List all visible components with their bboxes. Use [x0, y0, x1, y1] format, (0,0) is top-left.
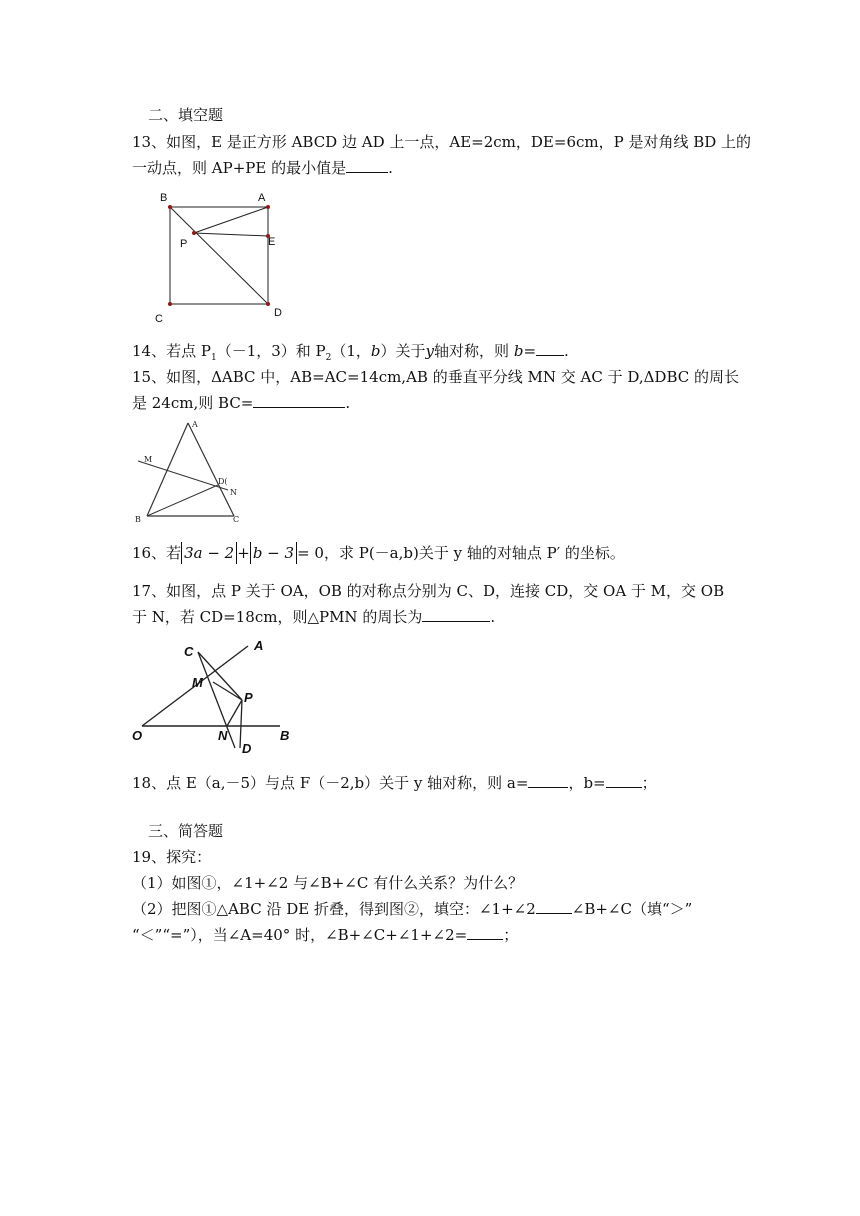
- q15-figure-triangle: [130, 418, 250, 528]
- q13-point-a: [266, 205, 270, 209]
- q13-label-p: P: [180, 238, 188, 250]
- q19-part3a: “＜”“=”），当∠A=40° 时，∠B+∠C+∠1+∠2=: [132, 926, 468, 944]
- q17-text-line2: [132, 606, 495, 628]
- section-heading-short-answer: 三、简答题: [148, 822, 224, 840]
- q15-period: .: [345, 394, 351, 412]
- q15-label-n: N: [230, 488, 237, 497]
- q13-period: .: [388, 159, 393, 177]
- q19-part2: [132, 898, 692, 920]
- q14-end: .: [564, 342, 569, 360]
- q19-title: 19、探究：: [132, 848, 212, 866]
- q16-suffix: ，求 P(－a,b)关于 y 轴的对轴点 P′ 的坐标。: [323, 544, 625, 562]
- q19-part3b: ；: [503, 926, 519, 944]
- q15-text-line2: [132, 392, 350, 414]
- q14-mid2: （1，: [331, 342, 371, 360]
- q17-label-a: A: [254, 638, 264, 653]
- section-heading-fill-in: 二、填空题: [148, 106, 224, 124]
- q19-part2a: （2）把图①△ABC 沿 DE 折叠，得到图②，填空：∠1+∠2: [132, 900, 536, 918]
- q16-abs2: b − 3: [250, 542, 297, 564]
- q14-text: [132, 340, 569, 369]
- q13-answer-blank: [346, 158, 388, 173]
- q14-sub2: 2: [325, 353, 332, 363]
- q17-period: .: [490, 608, 496, 626]
- q13-text-line1: 13、如图，E 是正方形 ABCD 边 AD 上一点，AE=2cm，DE=6cm，P 是对角线 BD 上的: [132, 133, 752, 151]
- q13-point-c: [168, 302, 172, 306]
- q19-blank-compare: [536, 899, 572, 914]
- q15-answer-blank: [253, 393, 345, 408]
- q14-mid4: 轴对称，则: [434, 342, 510, 360]
- q15-text: 是 24cm,则 BC=: [132, 394, 254, 412]
- q17-segment-cp: [198, 652, 242, 700]
- q17-segment-np: [227, 700, 242, 726]
- q13-diagonal-bd: [170, 207, 268, 304]
- q15-label-d: D(: [218, 477, 228, 486]
- q14-answer-blank: [536, 341, 564, 356]
- q13-text: 一动点，则 AP+PE 的最小值是: [132, 159, 347, 177]
- q13-segment-pe: [194, 233, 268, 236]
- q16-plus: +: [237, 544, 250, 562]
- q13-point-b: [168, 205, 172, 209]
- q13-label-a: A: [258, 192, 266, 204]
- q14-mid1: （－1，3）和 P: [216, 342, 326, 360]
- q19-part1: （1）如图①，∠1+∠2 与∠B+∠C 有什么关系？为什么？: [132, 874, 524, 892]
- q15-label-b: B: [135, 515, 141, 524]
- q13-label-d: D: [274, 307, 282, 319]
- q15-side-ab: [147, 423, 188, 516]
- q14-var-b2: b: [513, 342, 524, 360]
- q14-prefix: 14、若点 P: [132, 342, 211, 360]
- q15-side-ac: [188, 423, 234, 516]
- q17-label-n: N: [218, 728, 228, 743]
- q13-segment-ap: [194, 207, 268, 233]
- q17-text: 于 N，若 CD=18cm，则△PMN 的周长为: [132, 608, 423, 626]
- q17-label-b: B: [280, 728, 290, 743]
- q18-blank-a: [528, 773, 568, 788]
- q13-point-d: [266, 302, 270, 306]
- q17-label-c: C: [184, 644, 194, 659]
- q17-answer-blank: [422, 607, 490, 622]
- q17-segment-cd: [198, 652, 235, 748]
- q15-segment-bd: [147, 485, 218, 516]
- q18-text: [132, 772, 657, 794]
- q16-prefix: 16、若: [132, 544, 182, 562]
- q14-sub1: 1: [210, 353, 217, 363]
- q17-label-p: P: [244, 690, 253, 705]
- q14-mid3: ）关于: [380, 342, 426, 360]
- q13-label-b: B: [160, 192, 168, 204]
- q14-var-y: y: [425, 342, 435, 360]
- q18-prefix: 18、点 E（a,－5）与点 F（－2,b）关于 y 轴对称，则 a=: [132, 774, 529, 792]
- q16-abs1: 3a − 2: [181, 542, 237, 564]
- q17-label-d: D: [242, 741, 252, 756]
- q15-label-m: M: [144, 455, 153, 464]
- q13-label-e: E: [268, 236, 276, 248]
- q13-label-c: C: [155, 313, 163, 325]
- q18-end: ；: [641, 774, 657, 792]
- q16-text: [132, 542, 625, 564]
- q15-text-line1: 15、如图，ΔABC 中，AB=AC=14cm,AB 的垂直平分线 MN 交 AC 于 D,ΔDBC 的周长: [132, 368, 740, 386]
- q18-blank-b: [606, 773, 642, 788]
- q16-eq0: = 0: [297, 544, 324, 562]
- q19-part3: [132, 924, 518, 946]
- q14-var-b: b: [370, 342, 381, 360]
- q13-point-p: [192, 231, 196, 235]
- q19-part2b: ∠B+∠C（填“＞”: [571, 900, 693, 918]
- q17-figure-reflection: [130, 636, 300, 756]
- q17-text-line1: 17、如图，点 P 关于 OA，OB 的对称点分别为 C、D，连接 CD，交 OA 于 M，交 OB: [132, 582, 725, 600]
- q14-eq: =: [523, 342, 537, 360]
- q13-text-line2: [132, 157, 393, 179]
- q15-label-c: C: [233, 515, 240, 524]
- q17-label-o: O: [132, 728, 143, 743]
- q18-mid: ，b=: [568, 774, 606, 792]
- q17-label-m: M: [192, 675, 203, 690]
- q15-label-a: A: [192, 420, 198, 429]
- q19-blank-sum: [467, 925, 503, 940]
- q13-figure-square: [150, 188, 290, 328]
